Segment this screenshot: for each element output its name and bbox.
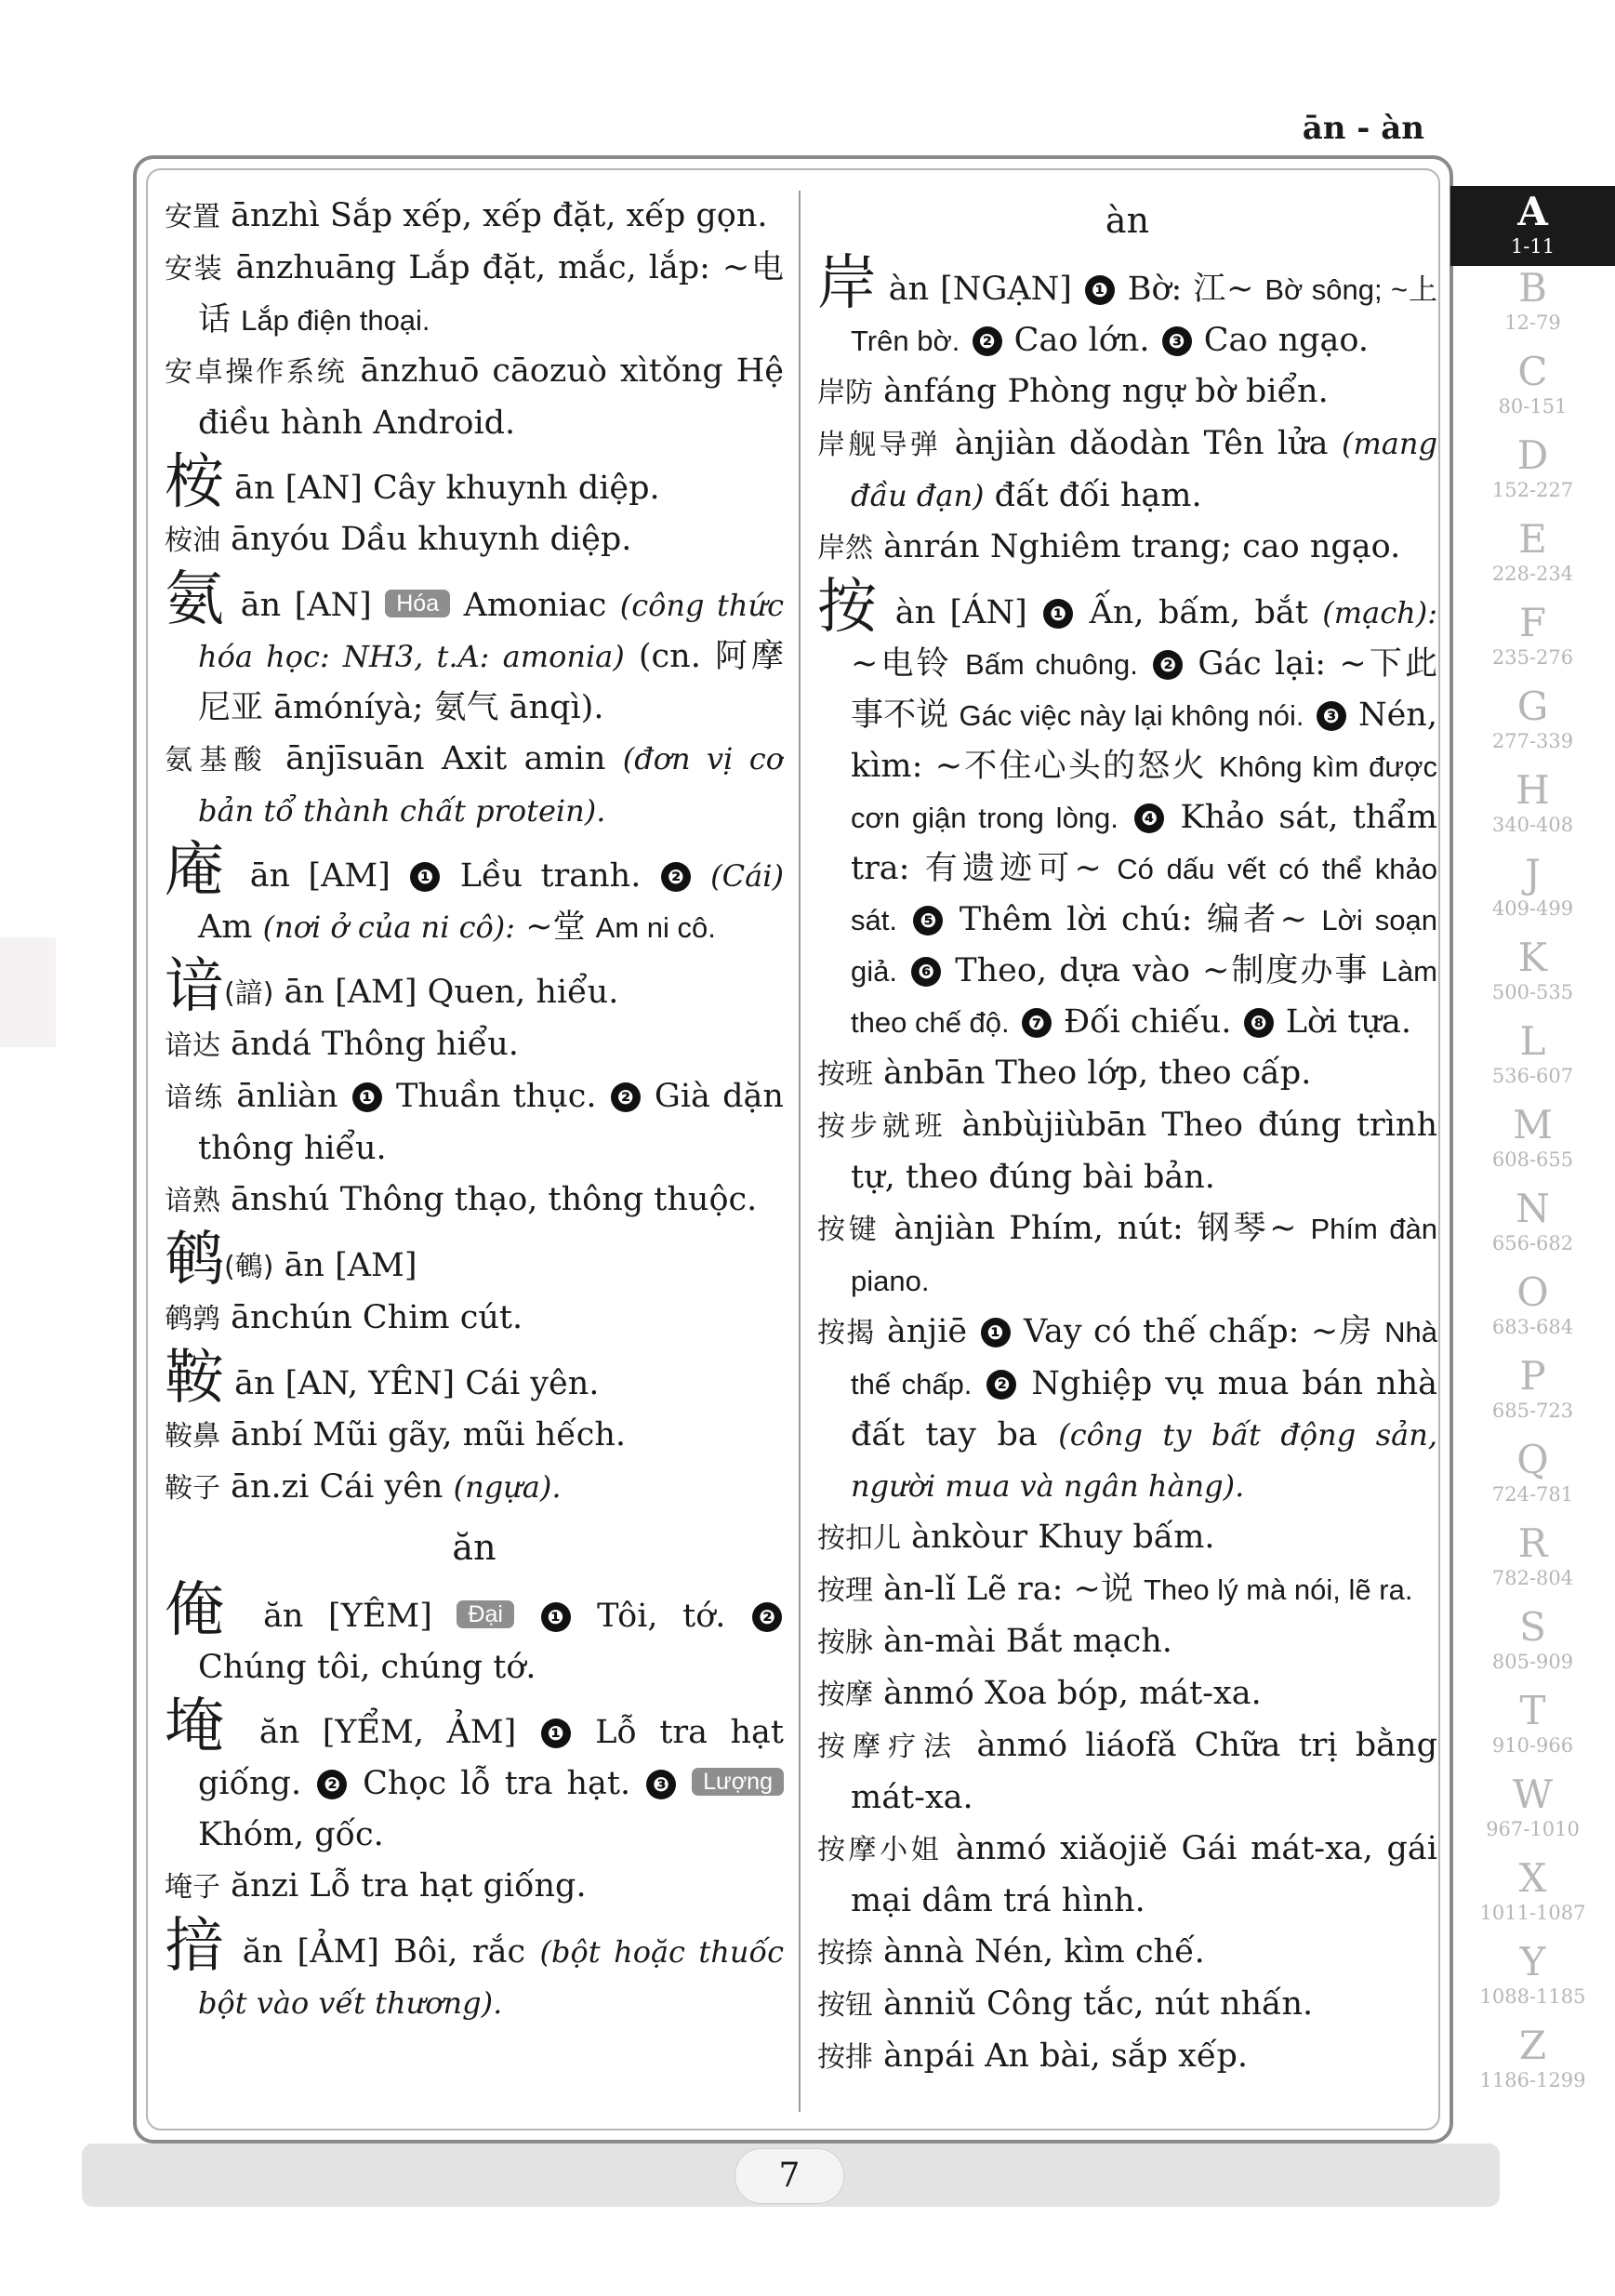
head-character: 埯 xyxy=(165,1692,237,1761)
sense-number: ❶ xyxy=(1085,275,1115,305)
index-tab-o[interactable]: O 683-684 xyxy=(1491,1269,1574,1338)
sense-number: ❶ xyxy=(981,1318,1011,1347)
sense-number: ❸ xyxy=(1162,326,1192,356)
alphabet-index xyxy=(1450,186,1615,2107)
sense-number: ❻ xyxy=(911,957,941,987)
entry: 按脉 àn-mài Bắt mạch. xyxy=(817,1623,1172,1660)
entry: 安装 ānzhuāng Lắp đặt, mắc, lắp: ~电话 Lắp điện thoại. xyxy=(165,249,784,338)
head-entry: 庵 ān [AM] ❶ Lều tranh. ❷ (Cái) Am (nơi ở của ni cô): ~堂 Am ni cô. xyxy=(165,836,784,946)
page-number: 7 xyxy=(735,2148,844,2204)
index-tab-a[interactable]: A 1-11 xyxy=(1450,186,1615,266)
index-tab-c[interactable]: C 80-151 xyxy=(1498,349,1568,418)
sense-number: ❶ xyxy=(541,1602,571,1632)
word-class-badge: Lượng xyxy=(692,1768,784,1796)
section-heading: ăn xyxy=(452,1527,496,1568)
index-tab-b[interactable]: B 12-79 xyxy=(1504,265,1561,334)
head-entry: 桉 ān [AN] Cây khuynh diệp. xyxy=(165,448,660,517)
head-entry: 鹌(鵪) ān [AM] xyxy=(165,1226,417,1294)
index-tab-z[interactable]: Z 1186-1299 xyxy=(1479,2023,1586,2091)
head-entry: 谙(諳) ān [AM] Quen, hiểu. xyxy=(165,952,619,1021)
index-tab-e[interactable]: E 228-234 xyxy=(1491,516,1574,585)
entry: 安置 ānzhì Sắp xếp, xếp đặt, xếp gọn. xyxy=(165,197,768,234)
index-tab-l[interactable]: L 536-607 xyxy=(1491,1018,1574,1087)
head-entry: 岸 àn [NGẠN] ❶ Bờ: 江~ Bờ sông; ~上 Trên bờ. ❷ Cao lớn. ❸ Cao ngạo. xyxy=(817,249,1437,359)
head-entry: 俺 ăn [YÊM] Đại ❶ Tôi, tớ. ❷ Chúng tôi, chúng tớ. xyxy=(165,1583,784,1693)
head-character: 俺 xyxy=(165,1576,239,1645)
word-class-badge: Đại xyxy=(457,1600,514,1628)
sense-number: ❺ xyxy=(913,906,943,936)
sense-number: ❷ xyxy=(973,326,1002,356)
sense-number: ❷ xyxy=(611,1082,641,1112)
entry: 按理 àn-lǐ Lẽ ra: ~说 Theo lý mà nói, lẽ ra. xyxy=(817,1571,1413,1608)
index-tab-f[interactable]: F 235-276 xyxy=(1491,600,1574,669)
entry: 桉油 ānyóu Dầu khuynh diệp. xyxy=(165,521,632,558)
sense-number: ❶ xyxy=(410,862,440,892)
sense-number: ❶ xyxy=(541,1719,571,1748)
sense-number: ❷ xyxy=(317,1770,347,1799)
entry: 鹌鹑 ānchún Chim cút. xyxy=(165,1299,523,1336)
entry: 按班 ànbān Theo lớp, theo cấp. xyxy=(817,1055,1312,1092)
entry: 埯子 ănzi Lỗ tra hạt giống. xyxy=(165,1867,587,1904)
entry: 谙熟 ānshú Thông thạo, thông thuộc. xyxy=(165,1181,758,1218)
entry: 按钮 ànniǔ Công tắc, nút nhấn. xyxy=(817,1985,1314,2023)
entry: 鞍鼻 ānbí Mũi gãy, mũi hếch. xyxy=(165,1416,627,1453)
index-tab-k[interactable]: K 500-535 xyxy=(1491,935,1574,1003)
index-tab-y[interactable]: Y 1088-1185 xyxy=(1479,1939,1586,2008)
head-character: 岸 xyxy=(817,249,878,318)
index-tab-g[interactable]: G 277-339 xyxy=(1491,683,1574,752)
head-entry: 埯 ăn [YỂM, ẢM] ❶ Lỗ tra hạt giống. ❷ Chọc lỗ tra hạt. ❸ Lượng Khóm, gốc. xyxy=(165,1692,784,1853)
index-tab-p[interactable]: P 685-723 xyxy=(1491,1353,1574,1422)
page-header: ān - àn xyxy=(1302,110,1424,147)
head-entry: 按 àn [ÁN] ❶ Ấn, bấm, bắt (mạch): ~电铃 Bấm chuông. ❷ Gác lại: ~下此事不说 Gác việc này lại không nói. ❸ Nén, kìm: ~不住心头的怒火 Không kìm được cơn giận trong lòng. ❹ Khảo sát, thẩm tra: 有遗迹可~ Có dấu vết có thể khảo sát. ❺ Thêm lời chú: 编者~ Lời soạn giả. ❻ Theo, dựa vào ~制度办事 Làm theo chế độ. ❼ Đối chiếu. ❽ Lời tựa. xyxy=(817,573,1437,1041)
index-tab-r[interactable]: R 782-804 xyxy=(1491,1520,1574,1589)
sense-number: ❷ xyxy=(661,862,691,892)
head-character: 鹌 xyxy=(165,1226,224,1294)
right-column xyxy=(817,191,1437,2116)
content-frame-inner xyxy=(146,168,1440,2130)
entry: 按扣儿 ànkòur Khuy bấm. xyxy=(817,1519,1215,1556)
index-tab-s[interactable]: S 805-909 xyxy=(1491,1604,1574,1673)
word-class-badge: Hóa xyxy=(385,590,450,617)
index-tab-m[interactable]: M 608-655 xyxy=(1491,1102,1574,1171)
head-character: 揞 xyxy=(165,1912,229,1981)
head-entry: 揞 ăn [ẢM] Bôi, rắc (bột hoặc thuốc bột vào vết thương). xyxy=(165,1912,784,2021)
head-character: 桉 xyxy=(165,448,224,517)
entry: 岸然 ànrán Nghiêm trang; cao ngạo. xyxy=(817,528,1401,565)
entry: 谙达 āndá Thông hiểu. xyxy=(165,1026,519,1063)
entry: 按摩小姐 ànmó xiǎojiě Gái mát-xa, gái mại dâm trá hình. xyxy=(817,1830,1437,1919)
head-character: 庵 xyxy=(165,836,232,905)
index-tab-w[interactable]: W 967-1010 xyxy=(1486,1772,1580,1840)
entry: 按捺 ànnà Nén, kìm chế. xyxy=(817,1933,1205,1971)
entry: 氨基酸 ānjīsuān Axit amin (đơn vị cơ bản tổ thành chất protein). xyxy=(165,740,784,829)
sense-number: ❹ xyxy=(1134,803,1164,833)
entry: 岸舰导弹 ànjiàn dǎodàn Tên lửa (mang đầu đạn) đất đối hạm. xyxy=(817,425,1437,514)
index-tab-h[interactable]: H 340-408 xyxy=(1491,767,1574,836)
index-tab-t[interactable]: T 910-966 xyxy=(1491,1688,1574,1757)
index-tab-x[interactable]: X 1011-1087 xyxy=(1479,1855,1586,1924)
head-character: 按 xyxy=(817,573,881,642)
sense-number: ❸ xyxy=(1317,701,1346,731)
head-character: 鞍 xyxy=(165,1344,224,1413)
entry: 按摩疗法 ànmó liáofǎ Chữa trị bằng mát-xa. xyxy=(817,1727,1437,1816)
sense-number: ❷ xyxy=(752,1602,782,1632)
entry: 谙练 ānliàn ❶ Thuần thục. ❷ Già dặn thông hiểu. xyxy=(165,1078,784,1167)
entry: 鞍子 ān.zi Cái yên (ngựa). xyxy=(165,1468,562,1506)
sense-number: ❶ xyxy=(1043,599,1073,629)
index-tab-j[interactable]: J 409-499 xyxy=(1491,851,1574,920)
index-tab-d[interactable]: D 152-227 xyxy=(1491,432,1574,501)
sense-number: ❸ xyxy=(646,1770,676,1799)
entry: 按摩 ànmó Xoa bóp, mát-xa. xyxy=(817,1675,1262,1712)
index-tab-n[interactable]: N 656-682 xyxy=(1491,1186,1574,1254)
sense-number: ❷ xyxy=(986,1370,1016,1400)
content-frame xyxy=(133,155,1453,2143)
sense-number: ❽ xyxy=(1244,1008,1274,1038)
left-column xyxy=(165,191,784,2116)
sense-number: ❷ xyxy=(1153,650,1183,680)
edge-marker xyxy=(0,937,56,1047)
head-character: 谙 xyxy=(165,952,224,1021)
section-heading: àn xyxy=(1105,200,1150,241)
entry: 按揭 ànjiē ❶ Vay có thế chấp: ~房 Nhà thế chấp. ❷ Nghiệp vụ mua bán nhà đất tay ba (công ty bất động sản, người mua và ngân hàng). xyxy=(817,1313,1437,1504)
sense-number: ❶ xyxy=(352,1082,382,1112)
head-entry: 鞍 ān [AN, YÊN] Cái yên. xyxy=(165,1344,600,1413)
entry: 按键 ànjiàn Phím, nút: 钢琴~ Phím đàn piano. xyxy=(817,1210,1437,1297)
index-tab-q[interactable]: Q 724-781 xyxy=(1491,1437,1574,1506)
sense-number: ❼ xyxy=(1022,1008,1052,1038)
column-divider xyxy=(799,191,801,2112)
entry: 按排 ànpái An bài, sắp xếp. xyxy=(817,2037,1248,2075)
head-entry: 氨 ān [AN] Hóa Amoniac (công thức hóa học: NH3, t.A: amonia) (cn. 阿摩尼亚 āmóníyà; 氨气 ānqì). xyxy=(165,565,784,726)
head-character: 氨 xyxy=(165,565,228,634)
entry: 岸防 ànfáng Phòng ngự bờ biển. xyxy=(817,373,1329,410)
entry: 按步就班 ànbùjiùbān Theo đúng trình tự, theo đúng bài bản. xyxy=(817,1107,1437,1196)
entry: 安卓操作系统 ānzhuō cāozuò xìtǒng Hệ điều hành Android. xyxy=(165,352,784,442)
